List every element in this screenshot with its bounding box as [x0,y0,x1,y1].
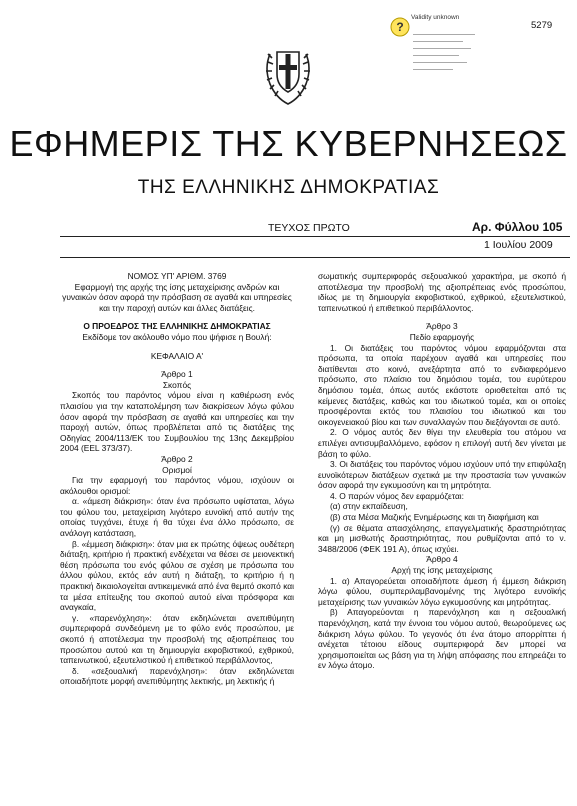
paragraph: (γ) σε θέματα απασχόλησης, επαγγελματικής δραστηριότητας και μη μισθωτής δραστηριότητας, που ρυθμίζονται από το ν. 3488/2006 (ΦΕΚ 191 Α), όπως ισχύει. [318,522,566,554]
paragraph: 2. Ο νόμος αυτός δεν θίγει την ελευθερία του ατόμου να επιλέγει αντισυμβαλλόμενο, εφόσον η επιλογή αυτή δεν γίνεται με βάση το φύλο. [318,427,566,459]
paragraph: Πεδίο εφαρμογής [409,331,475,342]
paragraph: Εφαρμογή της αρχής της ίσης μεταχείρισης ανδρών και γυναικών όσον αφορά την πρόσβαση σε αγαθά και υπηρεσίες και την παροχή αυτών και άλλες διατάξεις. [62,281,292,313]
paragraph: Αρχή της ίσης μεταχείρισης [391,565,493,576]
paragraph: α. «άμεση διάκριση»: όταν ένα πρόσωπο υφίσταται, λόγω του φύλου του, μεταχείριση λιγότερο ευνοϊκή από αυτήν της οποίας τυγχάνει, έτυχε ή θα τύχει ένα άλλο πρόσωπο, σε ανάλογη κατάσταση, [60,496,294,539]
paragraph: 1. Οι διατάξεις του παρόντος νόμου εφαρμόζονται στα πρόσωπα, τα οποία παρέχουν αγαθά και υπηρεσίες που διατίθενται στο κοινό, ανεξάρτητα από το ενδιαφερόμενο πρόσωπο, στο πλαίσιο του δημόσιου τομέα, του ευρύτερου δημόσιου τομέα, όπως αυτός εκάστοτε οριοθετείται από τις κείμενες διατάξεις, καθώς και του ιδιωτικού τομέα, και οι οποίες προσφέρονται εκτός του πλαισίου του ιδιωτικού και του οικογενειακού βίου και των συναλλαγών που διεξάγονται σε αυτό. [318,342,566,427]
issue-type: ΤΕΥΧΟΣ ΠΡΩΤΟ [268,222,350,234]
paragraph: ΝΟΜΟΣ ΥΠ' ΑΡΙΘΜ. 3769 [127,271,227,281]
paragraph: σωματικής συμπεριφοράς σεξουαλικού χαρακτήρα, με σκοπό ή αποτέλεσμα την προσβολή της αξιοπρέπειας ενός προσώπου, ιδίως με τη δημιουργία εκφοβιστικού, εχθρικού, εξευτελιστικού, ταπεινωτικού ή επιθετικού περιβάλλοντος. [318,271,566,313]
paragraph: ΚΕΦΑΛΑΙΟ Α' [150,350,204,361]
paragraph: 4. Ο παρών νόμος δεν εφαρμόζεται: [330,490,464,501]
header-rule [60,236,570,237]
paragraph: Για την εφαρμογή του παρόντος νόμου, ισχύουν οι ακόλουθοι ορισμοί: [60,475,294,496]
paragraph: (α) στην εκπαίδευση, [330,501,408,512]
paragraph: Εκδίδομε τον ακόλουθο νόμο που ψήφισε η Βουλή: [82,331,272,342]
paragraph: δ. «σεξουαλική παρενόχληση»: όταν εκδηλώνεται οποιαδήποτε μορφή ανεπιθύμητης λεκτικής, μη λεκτικής ή [60,665,294,687]
sheet-number: Αρ. Φύλλου 105 [472,220,563,234]
digital-signature-stamp [387,14,487,80]
paragraph: (β) στα Μέσα Μαζικής Ενημέρωσης και τη διαφήμιση και [330,512,539,523]
paragraph: 3. Οι διατάξεις του παρόντος νόμου ισχύουν υπό την επιφύλαξη ευνοϊκότερων διατάξεων σχετικά με την προστασία των γυναικών όσον αφορά την εγκυμοσύνη και τη μητρότητα. [318,459,566,491]
signature-validity-label: Validity unknown [411,14,460,21]
gazette-subtitle: ΤΗΣ ΕΛΛΗΝΙΚΗΣ ΔΗΜΟΚΡΑΤΙΑΣ [137,177,440,198]
issue-date: 1 Ιουλίου 2009 [484,239,553,251]
question-mark-icon [389,16,411,38]
paragraph: 1. α) Απαγορεύεται οποιαδήποτε άμεση ή έμμεση διάκριση λόγω φύλου, συμπεριλαμβανομένης της λιγότερο ευνοϊκής μεταχείρισης των γυναικών λόγω εγκυμοσύνης και μητρότητας. [318,575,566,607]
page-number: 5279 [531,20,553,31]
paragraph: Άρθρο 1 [161,369,193,380]
paragraph: Άρθρο 3 [426,321,458,332]
paragraph: Σκοπός του παρόντος νόμου είναι η καθιέρωση ενός πλαισίου για την καταπολέμηση των διακρίσεων λόγω φύλου όσον αφορά την πρόσβαση σε αγαθά και υπηρεσίες και την παροχή αυτών, όπως προβλέπεται από τις διατάξεις της Οδηγίας 2004/113/ΕΚ του Συμβουλίου της 13ης Δεκεμβρίου 2004 (ΕΕL 373/37). [60,390,294,454]
svg-text:?: ? [396,20,404,34]
left-column [60,271,294,687]
paragraph: β. «έμμεση διάκριση»: όταν μια εκ πρώτης όψεως ουδέτερη διάταξη, κριτήριο ή πρακτική ενδέχεται να θέσει σε μειονεκτική θέση πρόσωπα του ενός φύλου σε σχέση με πρόσωπα του άλλου φύλου, εκτός εάν αυτή η διάταξη, το κριτήριο ή η πρακτική δικαιολογείται αντικειμενικά από ένα θεμιτό σκοπό και τα μέσα επίτευξης του σκοπού αυτού είναι πρόσφορα και αναγκαία, [60,538,294,613]
gazette-title: ΕΦΗΜΕΡΙΣ ΤΗΣ ΚΥΒΕΡΝΗΣΕΩΣ [9,123,568,164]
paragraph: γ. «παρενόχληση»: όταν εκδηλώνεται ανεπιθύμητη συμπεριφορά συνδεόμενη με το φύλο ενός προσώπου, με σκοπό ή αποτέλεσμα την προσβολή της αξιοπρέπειας του προσώπου αυτού και τη δημιουργία εκφοβιστικού, εχθρικού, ταπεινωτικού, εξευτελιστικού ή επιθετικού περιβάλλοντος, [60,612,294,666]
paragraph: Ο ΠΡΟΕΔΡΟΣ ΤΗΣ ΕΛΛΗΝΙΚΗΣ ΔΗΜΟΚΡΑΤΙΑΣ [83,321,271,332]
paragraph: Ορισμοί [162,464,192,475]
paragraph: Άρθρο 4 [426,554,458,565]
paragraph: Σκοπός [162,379,192,390]
right-column [318,271,566,671]
paragraph: Άρθρο 2 [161,453,193,464]
header-rule [60,257,570,258]
paragraph: β) Απαγορεύονται η παρενόχληση και η σεξουαλική παρενόχληση, κατά την έννοια του νόμου αυτού, θεωρούμενες ως διάκριση λόγω φύλου. Το γεγονός ότι ένα άτομο απορρίπτει ή ανέχεται τέτοιου είδους συμπεριφορά δεν μπορεί να χρησιμοποιείται ως βάση για τη λήψη απόφασης που επηρεάζει το εν λόγω άτομο. [318,607,566,671]
